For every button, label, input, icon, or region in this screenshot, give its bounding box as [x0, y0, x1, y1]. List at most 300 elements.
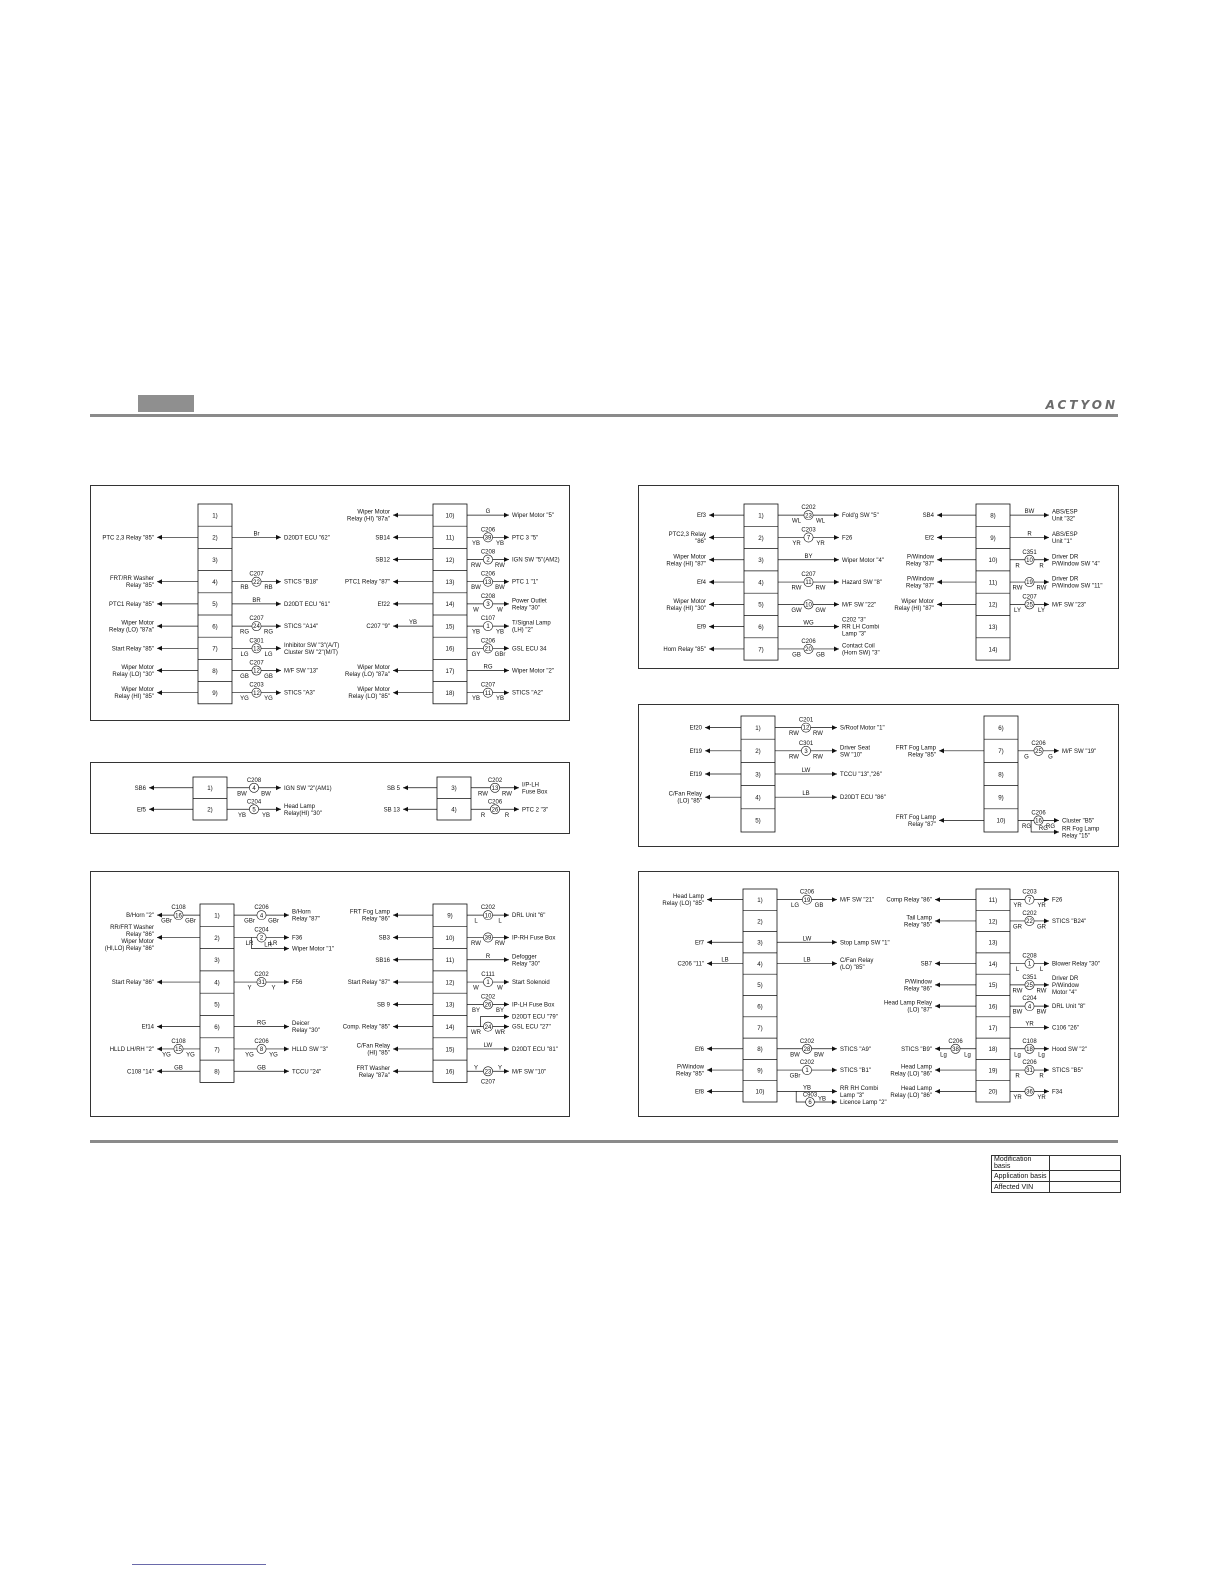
connector-id-label: C204	[246, 799, 262, 806]
right-destination-label: F36	[292, 935, 303, 942]
wire-color-label: G	[1024, 754, 1029, 761]
left-destination-label: Wiper Motor	[121, 665, 154, 671]
wire-color-label: RW	[478, 791, 488, 798]
connector-pin-number: 10	[484, 913, 492, 920]
wire-color-label: L	[1039, 967, 1044, 974]
wire-color-label: LW	[802, 936, 812, 943]
left-destination-label: C/Fan Relay	[356, 1043, 390, 1050]
left-destination-label: FRT Fog Lamp	[349, 909, 390, 916]
connector-id-label: C203	[1022, 889, 1037, 896]
left-destination-label: P/Window	[906, 554, 934, 561]
left-destination-label: SB 13	[383, 807, 400, 814]
wire-color-label: YG	[264, 696, 273, 703]
right-destination-label: GSL ECU 34	[512, 646, 547, 653]
left-destination-label: Ef19	[689, 748, 702, 755]
connector-id-label: C204	[254, 927, 269, 934]
arrow-right-icon	[276, 624, 281, 629]
arrow-left-icon	[149, 807, 154, 812]
left-destination-label: Relay (LO) "30"	[112, 672, 154, 678]
left-destination-label: HLLD LH/RH "2"	[109, 1046, 154, 1053]
mod-label: Application basis	[992, 1171, 1050, 1182]
right-destination-label: (LO) "85"	[840, 965, 865, 972]
wire-color-label: GB	[814, 903, 824, 910]
connector-pin-number: 7	[1027, 897, 1032, 904]
pin-number: 14)	[988, 960, 998, 968]
diagram-a	[91, 486, 571, 722]
wire-color-label: GB	[264, 674, 273, 680]
wire-color-label: G	[485, 509, 491, 516]
panel-a	[90, 485, 570, 721]
arrow-right-icon	[504, 624, 509, 629]
diagram-d	[639, 486, 1120, 670]
wire-color-label: GY	[471, 651, 481, 658]
connector-pin-number: 12	[253, 690, 260, 697]
wire-color-label: GBr	[161, 918, 172, 925]
wire-color-label: BW	[495, 585, 505, 592]
arrow-right-icon	[832, 725, 837, 730]
connector-id-label: C203	[249, 682, 264, 689]
left-destination-label: Wiper Motor	[121, 620, 154, 627]
branch-destination-label: D20DT ECU "79"	[512, 1014, 558, 1021]
wire-color-label: R	[504, 812, 510, 819]
pin-number: 5)	[212, 601, 218, 609]
arrow-left-icon	[157, 535, 162, 540]
connector-pin-number: 38	[952, 1046, 959, 1053]
pin-number: 1)	[212, 512, 218, 520]
left-destination-label: Ef3	[696, 513, 706, 520]
arrow-right-icon	[834, 557, 839, 562]
arrow-left-icon	[937, 580, 942, 585]
connector-pin-number: 1	[805, 1068, 809, 1075]
wire-color-label: RG	[1046, 823, 1055, 830]
arrow-left-icon	[707, 1068, 712, 1073]
connector-pin-number: 28	[803, 1046, 811, 1053]
connector-pin-number: 23	[484, 1069, 492, 1076]
table-row	[992, 1182, 1121, 1193]
arrow-right-icon	[504, 1002, 509, 1007]
connector-pin-number: 19	[803, 897, 811, 904]
connector-id-label: C207	[480, 682, 496, 689]
wire-color-label: BW	[261, 791, 271, 798]
arrow-left-icon	[149, 785, 154, 790]
arrow-right-icon	[504, 1014, 509, 1019]
panel-f	[638, 871, 1119, 1117]
wire-color-label: GBr	[185, 918, 196, 925]
left-destination-label: Wiper Motor	[357, 665, 390, 671]
arrow-left-icon	[157, 646, 162, 651]
panel-c	[90, 871, 570, 1117]
pin-number: 5)	[214, 1001, 220, 1009]
connector-pin-number: 10	[1026, 557, 1033, 564]
pin-number: 10)	[445, 934, 455, 942]
pin-number: 10)	[988, 557, 998, 565]
right-destination-label: Hazard SW "8"	[842, 580, 882, 587]
left-destination-label: Relay "86"	[362, 916, 390, 923]
arrow-left-icon	[157, 668, 162, 673]
mod-label: Affected VIN	[992, 1182, 1050, 1193]
right-destination-label: DRL Unit "6"	[512, 913, 546, 920]
wire-color-label: YR	[1013, 1094, 1022, 1101]
arrow-right-icon	[504, 1047, 509, 1052]
pin-number: 8)	[212, 667, 218, 675]
wire-color-label: RG	[483, 664, 493, 671]
pin-number: 15)	[445, 1046, 455, 1054]
left-destination-label: (LO) "85"	[677, 798, 702, 805]
right-destination-label: Unit "32"	[1052, 516, 1076, 523]
wire-color-label: YG	[269, 1052, 278, 1059]
left-destination-label: Wiper Motor	[121, 687, 154, 694]
right-destination-label: IGN SW "5"(AM2)	[512, 557, 560, 564]
arrow-right-icon	[1044, 982, 1049, 987]
wire-color-label: GR	[1013, 924, 1022, 931]
connector-id-label: C202	[799, 1038, 815, 1045]
connector-pin-number: 25	[1026, 602, 1033, 609]
pin-number: 9)	[212, 690, 218, 697]
right-destination-label: S/Roof Motor "1"	[840, 725, 885, 732]
left-destination-label: Relay (LO) "86"	[890, 1092, 932, 1099]
left-destination-label: Comp Relay "86"	[886, 897, 932, 904]
connector-id-label: C202	[799, 1060, 815, 1067]
table-row	[992, 1171, 1121, 1182]
wire-color-label: YB	[495, 629, 505, 636]
arrow-right-icon	[514, 807, 519, 812]
wire-color-label: RW	[502, 791, 512, 798]
arrow-left-icon	[157, 935, 162, 940]
connector-id-label: C108	[171, 905, 186, 912]
arrow-left-icon	[393, 1024, 398, 1029]
diagram-e	[639, 705, 1120, 848]
arrow-left-icon	[157, 690, 162, 695]
right-destination-label: M/F SW "23"	[1052, 602, 1087, 609]
pin-number: 4)	[451, 806, 457, 814]
left-destination-label: PTC2,3 Relay	[668, 531, 706, 538]
right-destination-label: Power Outlet	[512, 598, 547, 605]
connector-id-label: C111	[481, 972, 495, 979]
wire-color-label: RB	[264, 585, 273, 592]
left-destination-label: Ef7	[694, 940, 704, 947]
pin-number: 4)	[758, 579, 764, 587]
connector-id-label: C903	[802, 1092, 818, 1099]
right-destination-label: Start Solenoid	[512, 980, 550, 987]
connector-pin-number: 16	[175, 913, 182, 920]
wire-color-label: L	[1015, 967, 1020, 974]
wire-color-label: Lg	[1038, 1052, 1045, 1059]
wire-color-label: BW	[1012, 1009, 1023, 1016]
left-destination-label: Ef14	[141, 1024, 154, 1031]
connector-pin-number: 4	[1027, 1004, 1032, 1011]
right-destination-label: F34	[1052, 1089, 1063, 1096]
right-destination-label: M/F SW "13"	[284, 668, 319, 675]
left-destination-label: Ef19	[689, 772, 702, 778]
pin-number: 12)	[445, 979, 455, 987]
wire-color-label: RW	[1012, 988, 1023, 995]
left-destination-label: Start Relay "86"	[111, 980, 154, 987]
pin-number: 10)	[755, 1088, 765, 1096]
connector-pin-number: 10	[805, 602, 812, 609]
connector-pin-number: 13	[491, 785, 499, 792]
arrow-left-icon	[709, 557, 714, 562]
wire-color-label: LW	[483, 1042, 493, 1049]
wire-color-label: YB	[471, 540, 481, 547]
arrow-right-icon	[1044, 1089, 1049, 1094]
left-destination-label: Relay (HI) "87"	[666, 561, 706, 568]
pin-number: 6)	[214, 1023, 220, 1031]
arrow-right-icon	[832, 1100, 837, 1105]
left-destination-label: Relay (HI) "30"	[666, 605, 706, 612]
wire-color-label: LB	[802, 791, 810, 798]
right-destination-label: Wiper Motor "5"	[512, 513, 554, 520]
left-destination-label: Tail Lamp	[906, 915, 932, 922]
wire-color-label: RW	[471, 563, 481, 569]
pin-number: 12)	[445, 556, 455, 564]
arrow-right-icon	[276, 807, 281, 812]
arrow-right-icon	[832, 940, 837, 945]
wire-color-label: BW	[1036, 1009, 1047, 1016]
pin-number: 9)	[990, 534, 996, 542]
arrow-left-icon	[707, 940, 712, 945]
left-destination-label: STICS "B9"	[901, 1046, 932, 1053]
connector-id-label: C206	[1022, 1060, 1037, 1067]
connector-id-label: C208	[480, 549, 496, 556]
pin-number: 17)	[445, 667, 455, 675]
arrow-left-icon	[393, 957, 398, 962]
pin-number: 2)	[758, 534, 764, 542]
wire-color-label: R	[1015, 1073, 1020, 1080]
wire-color-label: BW	[790, 1052, 800, 1059]
arrow-left-icon	[393, 579, 398, 584]
wire-color-label: BW	[237, 791, 247, 798]
pin-number: 15)	[445, 623, 455, 631]
connector-id-label: C202	[487, 777, 503, 784]
wire-color-label: GBr	[244, 918, 255, 925]
connector-pin-number: 16	[1035, 818, 1042, 825]
connector-id-label: C206	[948, 1038, 963, 1045]
wire-color-label: BY	[495, 1007, 505, 1014]
right-destination-label: M/F SW "19"	[1062, 748, 1097, 755]
connector-id-label: C206	[254, 1038, 269, 1045]
right-destination-label: ABS/ESP	[1052, 531, 1078, 538]
left-destination-label: PTC 2,3 Relay "85"	[102, 535, 154, 542]
arrow-right-icon	[284, 1069, 289, 1074]
arrow-right-icon	[1054, 830, 1059, 835]
arrow-left-icon	[393, 513, 398, 518]
arrow-right-icon	[1044, 1046, 1049, 1051]
left-destination-label: B/Horn "2"	[126, 913, 154, 920]
wire-color-label: Y	[497, 1065, 503, 1072]
connector-pin-number: 13	[484, 579, 492, 586]
pin-number: 6)	[998, 724, 1004, 732]
left-destination-label: P/Window	[904, 979, 932, 986]
panel-d	[638, 485, 1119, 669]
arrow-right-icon	[1044, 1068, 1049, 1073]
connector-id-label: C206	[487, 799, 503, 806]
arrow-right-icon	[1044, 602, 1049, 607]
wire-color-label: RW	[1036, 585, 1047, 592]
pin-number: 1)	[758, 512, 764, 520]
wire-color-label: W	[497, 985, 503, 992]
right-destination-label: M/F SW "10"	[512, 1069, 547, 1076]
arrow-left-icon	[403, 807, 408, 812]
arrow-left-icon	[157, 624, 162, 629]
left-destination-label: Wiper Motor	[357, 509, 390, 516]
right-destination-label: (Horn SW) "3"	[842, 650, 880, 657]
wire-color-label: YB	[237, 812, 247, 819]
left-destination-label: FRT Fog Lamp	[895, 745, 936, 752]
left-destination-label: P/Window	[676, 1064, 704, 1071]
pin-number: 20)	[988, 1088, 998, 1096]
connector-pin-number: 26	[484, 1002, 492, 1009]
pin-number: 7)	[214, 1046, 220, 1054]
left-destination-label: SB4	[922, 513, 934, 520]
arrow-left-icon	[393, 1002, 398, 1007]
wire-color-label: L	[498, 918, 502, 925]
wire-color-label: WL	[816, 518, 825, 525]
connector-id-label: C108	[1022, 1038, 1037, 1045]
connector-id-label: C206	[801, 638, 816, 645]
pin-number: 2)	[207, 806, 213, 814]
connector-pin-number: 20	[805, 647, 812, 654]
arrow-right-icon	[504, 913, 509, 918]
pin-number: 11)	[988, 579, 998, 587]
wire-color-label: W	[473, 607, 479, 614]
wire-color-label: BW	[814, 1052, 824, 1059]
wire-color-label: RW	[791, 585, 802, 592]
arrow-right-icon	[504, 513, 509, 518]
arrow-left-icon	[709, 647, 714, 652]
arrow-left-icon	[939, 818, 944, 823]
wire-color-label: LB	[721, 957, 729, 964]
left-destination-label: Wiper Motor	[673, 598, 706, 605]
right-destination-label: D20DT ECU "86"	[840, 795, 886, 802]
pin-number: 11)	[988, 896, 998, 904]
mod-label: Modification basis	[992, 1156, 1050, 1171]
pin-number: 13)	[445, 579, 455, 586]
right-destination-label: Driver DR	[1052, 554, 1079, 561]
right-destination-label: STICS "A14"	[284, 624, 319, 631]
footer-link-underline	[132, 1564, 266, 1565]
connector-id-label: C207	[249, 616, 264, 623]
right-destination-label: Driver DR	[1052, 576, 1079, 583]
wire-color-label: YR	[792, 540, 801, 547]
right-destination-label: D20DT ECU "61"	[284, 601, 330, 608]
left-destination-label: Ef22	[377, 601, 390, 608]
panel-b	[90, 762, 570, 834]
right-destination-label: Wiper Motor "4"	[842, 557, 884, 564]
arrow-right-icon	[284, 1024, 289, 1029]
connector-pin-number: 12	[802, 725, 810, 732]
wire-color-label: BY	[804, 553, 813, 560]
arrow-left-icon	[935, 1089, 940, 1094]
connector-pin-number: 11	[805, 580, 812, 587]
pin-number: 11)	[445, 534, 455, 542]
left-destination-label: C207 "9"	[366, 624, 390, 631]
right-destination-label: IP-RH Fuse Box	[512, 935, 556, 942]
pin-number: 9)	[998, 794, 1004, 802]
pin-number: 13)	[988, 623, 998, 631]
arrow-left-icon	[393, 1069, 398, 1074]
wire-color-label: YG	[186, 1052, 195, 1059]
wire-color-label: YB	[495, 696, 505, 703]
wire-color-label: LR	[245, 940, 254, 947]
pin-number: 3)	[212, 556, 218, 564]
connector-id-label: C201	[798, 717, 814, 724]
right-destination-label: STICS "B5"	[1052, 1068, 1083, 1075]
right-destination-label: Relay "87"	[292, 916, 320, 923]
arrow-left-icon	[393, 535, 398, 540]
right-destination-label: STICS "B1"	[840, 1068, 871, 1075]
right-destination-label: GSL ECU "27"	[512, 1024, 551, 1031]
connector-id-label: C208	[480, 593, 496, 600]
mod-value	[1050, 1182, 1121, 1193]
pin-number: 7)	[757, 1024, 763, 1032]
right-destination-label: SW "10"	[840, 752, 863, 759]
pin-number: 9)	[447, 912, 453, 920]
arrow-right-icon	[276, 668, 281, 673]
left-destination-label: Relay (LO) "85"	[662, 901, 704, 908]
wire-color-label: YR	[1037, 903, 1046, 910]
right-destination-label: Inhibitor SW "3"(A/T)	[284, 642, 340, 649]
arrow-left-icon	[393, 690, 398, 695]
pin-number: 7)	[758, 646, 764, 654]
arrow-right-icon	[1044, 919, 1049, 924]
right-destination-label: (LH) "2"	[512, 627, 533, 634]
arrow-left-icon	[705, 748, 710, 753]
left-destination-label: Relay (HI) "85"	[114, 694, 154, 701]
right-destination-label: P/Window SW "11"	[1052, 583, 1103, 590]
wire-color-label: Lg	[964, 1052, 971, 1059]
footer-rule	[90, 1140, 1118, 1143]
wire-color-label: BR	[252, 597, 261, 604]
right-destination-label: Relay "30"	[512, 605, 540, 612]
arrow-right-icon	[832, 897, 837, 902]
connector-id-label: C351	[1022, 549, 1037, 556]
left-destination-label: C/Fan Relay	[668, 791, 702, 798]
pin-number: 1)	[214, 912, 220, 920]
left-destination-label: Ef2	[924, 535, 934, 542]
connector-id-label: C202	[801, 505, 816, 512]
connector-pin-number: 1	[1027, 961, 1032, 968]
pin-number: 2)	[757, 918, 763, 926]
wire-color-label: GR	[1037, 924, 1046, 931]
left-destination-label: Ef4	[696, 580, 706, 587]
arrow-left-icon	[705, 772, 710, 777]
connector-id-label: C207	[249, 571, 264, 578]
pin-number: 8)	[757, 1046, 763, 1054]
arrow-left-icon	[157, 1024, 162, 1029]
right-destination-label: C202 "3"	[842, 617, 866, 624]
wire-color-label: RG	[1022, 823, 1031, 830]
wire-color-label: W	[497, 607, 503, 614]
connector-pin-number: 4	[259, 913, 264, 920]
wire-color-label: YR	[816, 540, 825, 547]
arrow-right-icon	[284, 980, 289, 985]
arrow-left-icon	[705, 725, 710, 730]
connector-id-label: C301	[249, 638, 264, 645]
arrow-right-icon	[834, 535, 839, 540]
wire-color-label: Y	[247, 985, 252, 992]
arrow-left-icon	[709, 580, 714, 585]
pin-number: 4)	[214, 979, 220, 987]
left-destination-label: Relay "85"	[908, 752, 936, 759]
pin-number: 10)	[445, 512, 455, 520]
arrow-left-icon	[157, 579, 162, 584]
connector-pin-number: 1	[486, 980, 490, 987]
pin-number: 4)	[755, 794, 761, 802]
left-destination-label: C206 "11"	[677, 961, 704, 968]
pin-number: 14)	[445, 1023, 455, 1031]
left-destination-label: Relay "87"	[906, 561, 934, 568]
arrow-left-icon	[935, 919, 940, 924]
